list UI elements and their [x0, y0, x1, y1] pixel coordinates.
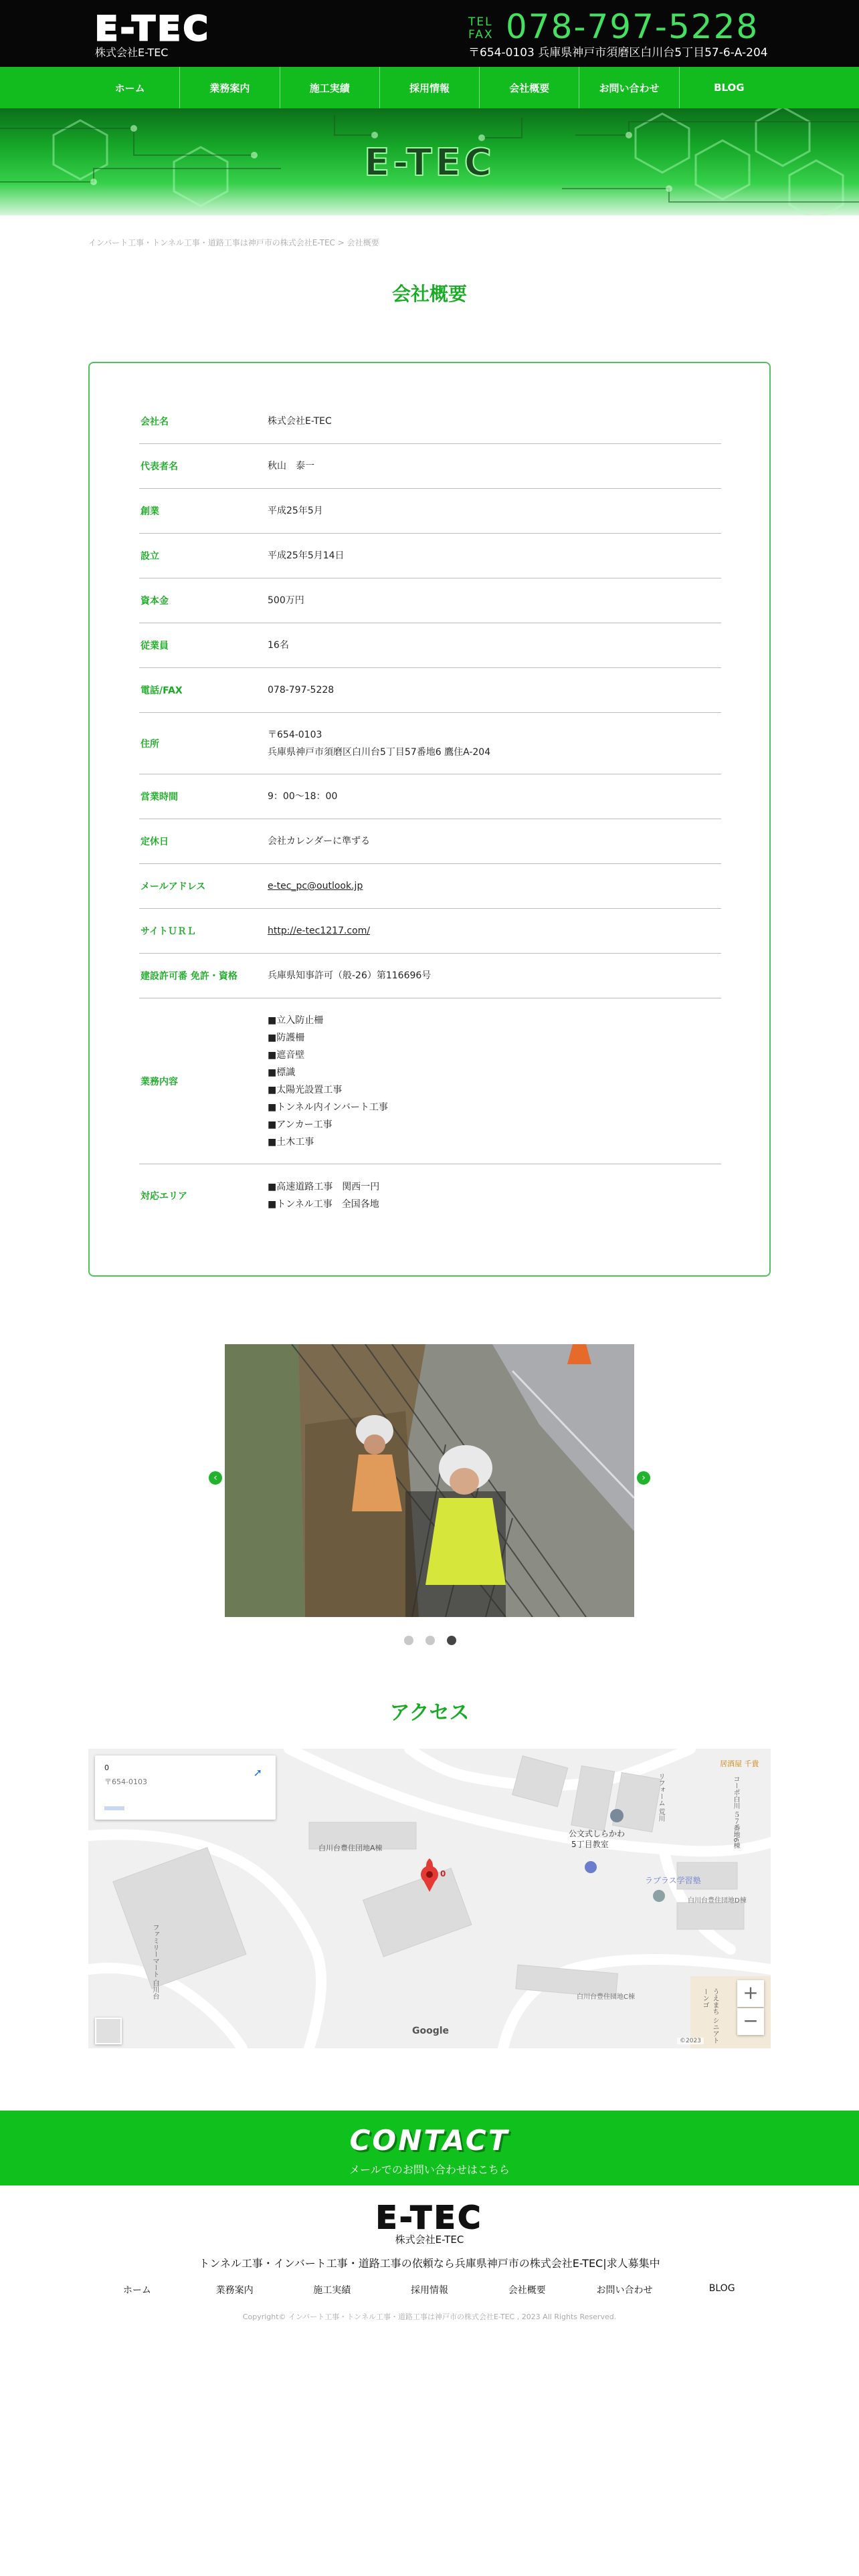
info-label: 従業員 [140, 641, 169, 651]
breadcrumb [88, 237, 379, 248]
map-info-card[interactable] [95, 1755, 276, 1820]
nav-works[interactable]: 施工実績 [280, 67, 380, 108]
map-marker-label: 0 [440, 1869, 446, 1879]
contact-subtitle: メールでのお問い合わせはこちら [349, 2163, 510, 2176]
map-label-d: 白川台豊住団地D棟 [688, 1897, 747, 1905]
map-label-c: 白川台豊住団地C棟 [577, 1994, 635, 2001]
info-value: 兵庫県知事許可（般-26）第116696号 [268, 970, 432, 981]
info-value: 株式会社E-TEC [268, 416, 332, 427]
info-row-company [139, 399, 721, 444]
info-label: 定休日 [140, 837, 169, 847]
slider-dots [404, 1636, 456, 1645]
footer-nav-services[interactable]: 業務案内 [215, 2285, 254, 2296]
nav-blog[interactable]: BLOG [714, 82, 745, 94]
map-zoom-out-button[interactable]: − [737, 2008, 764, 2035]
contact-title: CONTACT [349, 2124, 510, 2157]
map-card-address: 〒654-0103 [104, 1778, 147, 1786]
info-row-email [139, 864, 721, 909]
fax-label: FAX [468, 28, 494, 41]
info-value [268, 1012, 721, 1151]
nav-company[interactable]: 会社概要 [480, 67, 579, 108]
map-card-name: 0 [104, 1763, 109, 1772]
nav-recruit[interactable]: 採用情報 [380, 67, 480, 108]
info-label: サイトＵＲＬ [140, 926, 197, 937]
map-vlabel-3: コーポ白川 ５７番地6棟 [732, 1776, 739, 1849]
breadcrumb-separator: > [337, 238, 345, 247]
info-value: 9：00〜18：00 [268, 791, 338, 802]
info-label: 住所 [140, 738, 159, 750]
map-label-izakaya: 居酒屋 千貴 [720, 1759, 759, 1768]
photo-slider[interactable] [225, 1344, 634, 1617]
info-label: 資本金 [140, 596, 169, 607]
email-link[interactable]: e-tec_pc@outlook.jp [268, 881, 363, 891]
slider-prev-button[interactable]: ‹ [209, 1471, 222, 1485]
info-label: 対応エリア [140, 1191, 187, 1202]
map-label-juku: ラブラス学習塾 [645, 1876, 701, 1885]
service-item: ■遮音壁 [268, 1049, 305, 1061]
map-zoom-in-button[interactable]: + [737, 1980, 764, 2007]
nav-services[interactable]: 業務案内 [180, 67, 280, 108]
company-subtitle: 株式会社E-TEC [95, 46, 169, 59]
page-title: 会社概要 [391, 283, 467, 305]
nav-home[interactable]: ホーム [80, 67, 180, 108]
map-label-kumon-sub: 5丁目教室 [571, 1840, 609, 1849]
site-logo-text: E-TEC [95, 9, 211, 44]
info-value: 平成25年5月14日 [268, 550, 345, 561]
service-item: ■立入防止柵 [268, 1014, 324, 1026]
slider-dot-1[interactable] [404, 1636, 413, 1645]
info-value [268, 726, 721, 761]
info-value: 16名 [268, 640, 289, 651]
service-item: ■トンネル内インバート工事 [268, 1101, 388, 1113]
slider-photo [225, 1344, 634, 1617]
map-card-link-bar[interactable] [104, 1806, 124, 1810]
map-vlabel-1: ファミリーマート 白川台 [151, 1924, 159, 2000]
access-title: アクセス [389, 1701, 470, 1725]
copyright: Copyright© インバート工事・トンネル工事・道路工事は神戸市の株式会社E-TEC , 2023 All Rights Reserved. [242, 2313, 617, 2321]
info-row-hours [139, 774, 721, 819]
slider-dot-2[interactable] [425, 1636, 435, 1645]
map-vlabel-2: リフォーム 荒川 [657, 1773, 664, 1822]
info-value: 078-797-5228 [268, 685, 335, 695]
info-row-area [139, 1164, 721, 1227]
footer-nav-works[interactable]: 施工実績 [313, 2285, 351, 2296]
service-item: ■標識 [268, 1067, 296, 1078]
info-value: 平成25年5月 [268, 506, 323, 516]
tel-label: TEL [468, 15, 493, 29]
global-nav [0, 67, 859, 108]
service-item: ■防護柵 [268, 1032, 305, 1043]
site-header [0, 0, 859, 67]
info-row-license [139, 954, 721, 998]
slider-next-button[interactable]: › [637, 1471, 650, 1485]
service-item: ■土木工事 [268, 1136, 314, 1148]
info-label: 創業 [140, 506, 159, 517]
info-label: 設立 [140, 551, 159, 562]
footer-nav [88, 2283, 771, 2296]
hero-logo [322, 140, 537, 179]
contact-banner-link[interactable] [0, 2111, 859, 2185]
info-value [268, 877, 721, 895]
service-item: ■アンカー工事 [268, 1119, 332, 1130]
info-row-holidays [139, 819, 721, 864]
breadcrumb-home[interactable]: インバート工事・トンネル工事・道路工事は神戸市の株式会社E-TEC [88, 238, 335, 247]
info-label: 電話/FAX [140, 685, 183, 696]
info-row-services [139, 998, 721, 1164]
footer-logo[interactable] [335, 2200, 524, 2231]
info-row-representative [139, 444, 721, 489]
info-label: 営業時間 [140, 792, 178, 802]
info-label: 建設許可番 免許・資格 [140, 971, 237, 982]
info-label: 会社名 [140, 417, 169, 427]
info-row-established [139, 534, 721, 578]
company-info-box [88, 362, 771, 1277]
footer-nav-home[interactable]: ホーム [122, 2285, 151, 2296]
tel-fax-label [468, 16, 494, 41]
footer-nav-contact[interactable]: お問い合わせ [596, 2285, 653, 2296]
map-label-kumon: 公文式しらかわ [569, 1829, 626, 1838]
info-row-employees [139, 623, 721, 668]
header-address: 〒654-0103 兵庫県神戸市須磨区白川台5丁目57-6-A-204 [468, 46, 768, 60]
address-postal: 〒654-0103 [268, 729, 322, 740]
nav-contact[interactable]: お問い合わせ [579, 67, 679, 108]
service-item: ■太陽光設置工事 [268, 1084, 343, 1095]
company-info-table [139, 399, 721, 1227]
map-layer-thumbnail[interactable] [95, 2018, 122, 2044]
breadcrumb-current: 会社概要 [347, 238, 379, 247]
info-label: 代表者名 [140, 461, 178, 472]
site-logo[interactable] [95, 9, 285, 44]
directions-icon[interactable]: ➚ [253, 1766, 262, 1779]
area-item: ■トンネル工事 全国各地 [268, 1199, 379, 1210]
footer-company: 株式会社E-TEC [395, 2234, 464, 2246]
info-value: 会社カレンダーに準ずる [268, 836, 371, 847]
info-row-phone [139, 668, 721, 713]
area-item: ■高速道路工事 関西一円 [268, 1182, 380, 1192]
map-vlabel-4: うえまち シニアトーンゴ [701, 1988, 719, 2044]
info-label: メールアドレス [140, 881, 206, 892]
info-row-address [139, 713, 721, 774]
google-logo: Google [412, 2026, 450, 2036]
footer-logo-text: E-TEC [375, 2200, 484, 2231]
footer-tagline: トンネル工事・インバート工事・道路工事の依頼なら兵庫県神戸市の株式会社E-TEC|求人募集中 [199, 2257, 660, 2270]
info-value: 秋山 泰一 [268, 461, 314, 471]
site-url-link[interactable]: http://e-tec1217.com/ [268, 926, 371, 936]
info-row-founded [139, 489, 721, 534]
map-label-a: 白川台豊住団地A棟 [318, 1844, 383, 1852]
slider-dot-3[interactable] [447, 1636, 456, 1645]
hero-banner [0, 108, 859, 215]
info-value [268, 922, 721, 940]
info-value: 500万円 [268, 595, 304, 606]
footer-nav-recruit[interactable]: 採用情報 [411, 2285, 449, 2296]
map-attribution: ©2023 [677, 2038, 704, 2044]
info-value [268, 1178, 721, 1213]
hero-logo-text: E-TEC [364, 141, 495, 179]
info-row-site-url [139, 909, 721, 954]
address-line: 兵庫県神戸市須磨区白川台5丁目57番地6 鷹住A-204 [268, 746, 491, 758]
global-nav-list [80, 67, 779, 108]
info-row-capital [139, 578, 721, 623]
phone-number[interactable]: 078-797-5228 [506, 7, 759, 46]
info-label: 業務内容 [140, 1076, 178, 1087]
footer-nav-blog[interactable]: BLOG [708, 2283, 735, 2294]
footer-nav-company[interactable]: 会社概要 [508, 2285, 546, 2296]
google-map[interactable] [88, 1749, 771, 2048]
